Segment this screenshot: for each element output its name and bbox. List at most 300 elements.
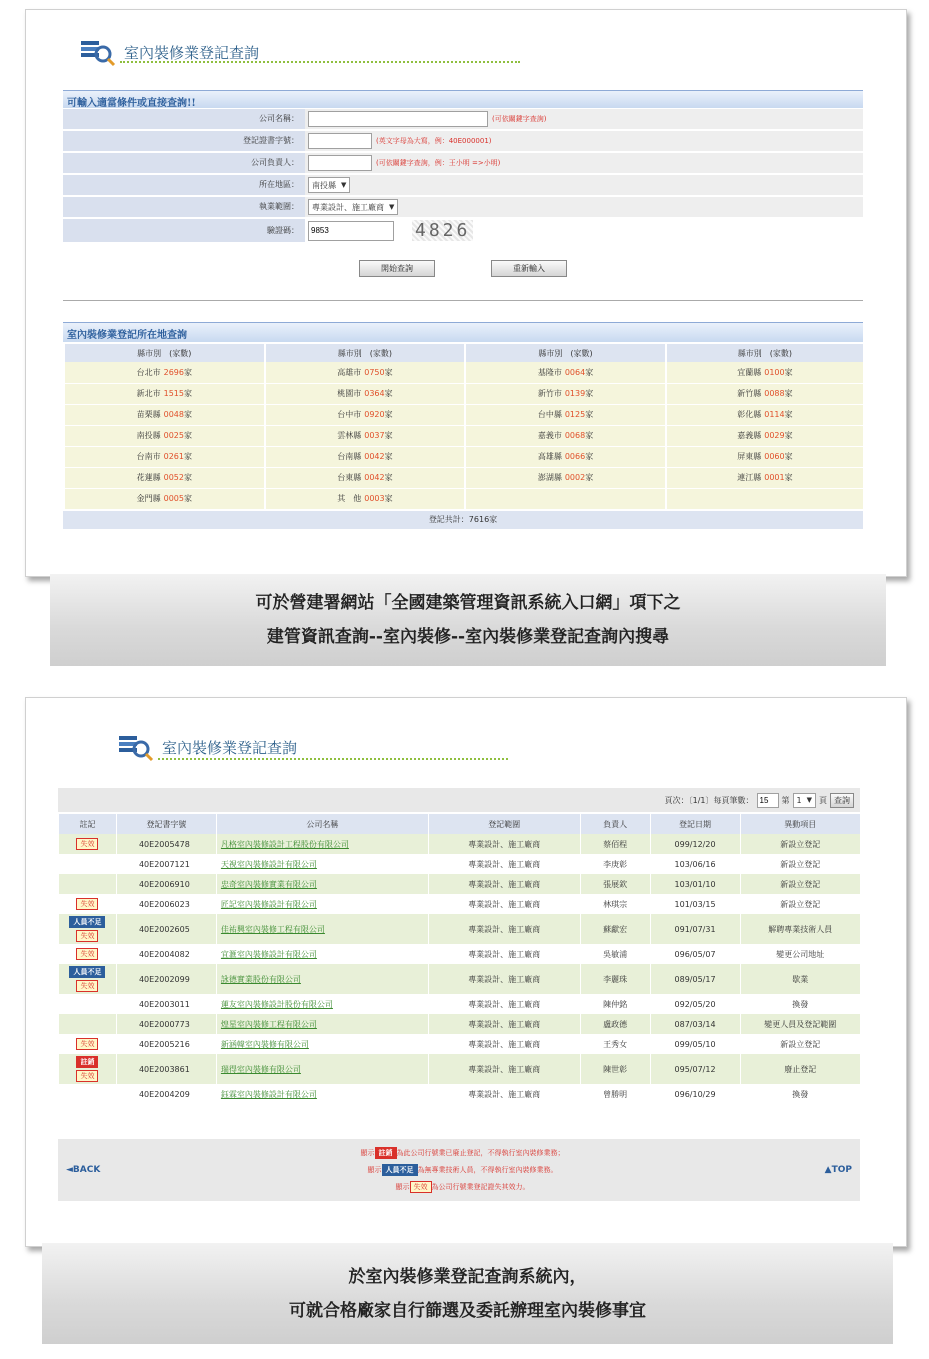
scope-cell: 專業設計、施工廠商 (428, 1054, 580, 1084)
city-count: 0001 (764, 473, 785, 482)
company-link[interactable]: 宜滙室內裝修設計有限公司 (220, 949, 317, 959)
caption-2 (42, 1243, 893, 1344)
company-name-cell (216, 944, 428, 964)
column-header: 負責人 (580, 814, 650, 834)
reg-number-cell: 40E2004082 (116, 944, 216, 964)
captcha-input[interactable] (308, 221, 394, 241)
status-badge: 失效 (76, 930, 98, 942)
reg-number-row (63, 131, 863, 152)
dereg-badge: 註銷 (375, 1147, 397, 1159)
city-name[interactable]: 台中縣 (537, 410, 562, 419)
location-cell (64, 488, 265, 509)
location-cell (666, 446, 863, 467)
reg-number-cell: 40E2002099 (116, 964, 216, 994)
owner-label: 公司負責人： (63, 153, 305, 173)
city-count: 0068 (564, 431, 586, 440)
date-cell: 101/03/15 (650, 894, 740, 914)
city-count: 0064 (564, 367, 586, 377)
date-cell: 089/05/17 (650, 964, 740, 994)
count-unit: 家 (784, 452, 793, 461)
reg-number-cell: 40E2002605 (116, 914, 216, 944)
search-button[interactable]: 開始查詢 (359, 260, 435, 277)
page-select[interactable] (793, 793, 816, 808)
status-badge: 註銷 (76, 1056, 98, 1068)
table-row (59, 944, 861, 964)
location-cell (465, 362, 666, 383)
city-name[interactable]: 花蓮縣 (136, 473, 161, 482)
city-name[interactable]: 桃園市 (337, 389, 362, 398)
city-count: 0088 (764, 389, 785, 398)
table-row (59, 834, 861, 854)
count-unit: 家 (183, 494, 192, 503)
scope-select[interactable] (308, 199, 398, 215)
table-row (59, 854, 861, 874)
location-cell (64, 404, 265, 425)
count-unit: 家 (784, 431, 793, 440)
company-link[interactable]: 凡格室內裝修設計工程股份有限公司 (220, 839, 349, 849)
count-unit: 家 (784, 367, 793, 377)
city-count: 0052 (163, 473, 184, 482)
location-cell (666, 467, 863, 488)
city-name[interactable]: 金門縣 (136, 494, 161, 503)
scope-label: 執業範圍： (63, 197, 305, 217)
count-unit: 家 (585, 473, 594, 482)
scope-select-value: 專業設計、施工廠商 (312, 202, 384, 212)
location-cell (465, 425, 666, 446)
legend-prefix: 顯示 (367, 1165, 382, 1174)
scope-cell: 專業設計、施工廠商 (428, 944, 580, 964)
scope-cell: 專業設計、施工廠商 (428, 1034, 580, 1054)
column-header: 註記 (59, 814, 117, 834)
database-search-icon (116, 732, 156, 762)
title-underline (120, 61, 520, 63)
count-unit: 家 (183, 410, 192, 419)
caption-1-line-2: 建管資訊查詢--室內裝修--室內裝修業登記查詢內搜尋 (266, 627, 670, 647)
title-underline (158, 758, 508, 760)
reg-number-cell: 40E2005216 (116, 1034, 216, 1054)
results-table (58, 814, 860, 1104)
status-badge: 失效 (76, 948, 98, 960)
table-row (59, 914, 861, 944)
count-unit: 家 (784, 473, 793, 482)
col-header: 縣市別 (家數) (666, 344, 863, 362)
page-prefix: 第 (781, 795, 790, 805)
company-link[interactable]: 匠記室內裝修設計有限公司 (220, 899, 317, 909)
column-header: 公司名稱 (216, 814, 428, 834)
status-badge: 失效 (76, 980, 98, 992)
company-link[interactable]: 鈺霖室內裝修設計有限公司 (220, 1089, 317, 1099)
company-link[interactable]: 忠奇室內裝修實業有限公司 (220, 879, 317, 889)
page-size-input[interactable] (757, 793, 779, 808)
city-name[interactable]: 嘉義市 (537, 431, 562, 440)
city-name[interactable]: 新北市 (136, 389, 161, 398)
company-name-cell (216, 914, 428, 944)
owner-cell: 蔡佰程 (580, 834, 650, 854)
page-info: 頁次：〔1/1〕每頁筆數： (664, 795, 754, 805)
location-cell (465, 446, 666, 467)
note-cell (59, 1034, 117, 1054)
owner-row (63, 153, 863, 174)
page-select-value: 1 (796, 795, 802, 805)
search-page-screenshot (25, 9, 907, 577)
city-count: 0139 (564, 389, 586, 398)
location-cell (265, 383, 466, 404)
date-cell: 099/05/10 (650, 1034, 740, 1054)
table-row (59, 994, 861, 1014)
change-cell: 新設立登記 (740, 1034, 860, 1054)
note-cell (59, 994, 117, 1014)
city-count: 0920 (364, 410, 385, 419)
note-cell (59, 834, 117, 854)
date-cell: 087/03/14 (650, 1014, 740, 1034)
owner-cell: 盧政德 (580, 1014, 650, 1034)
city-name[interactable]: 台南市 (136, 452, 161, 461)
back-link[interactable]: ◄BACK (66, 1165, 101, 1175)
count-unit: 家 (784, 410, 793, 419)
owner-cell: 李麗珠 (580, 964, 650, 994)
city-name[interactable]: 基隆市 (537, 367, 562, 377)
date-cell: 092/05/20 (650, 994, 740, 1014)
owner-cell: 曾勝明 (580, 1084, 650, 1104)
city-count: 0048 (163, 410, 184, 419)
column-header: 登記書字號 (116, 814, 216, 834)
city-count: 0002 (564, 473, 586, 482)
city-name[interactable]: 台南縣 (337, 452, 362, 461)
count-unit: 家 (384, 431, 393, 440)
scope-cell: 專業設計、施工廠商 (428, 854, 580, 874)
legend-loss-text: 為公司行號業登記證失其效力。 (431, 1182, 530, 1191)
company-name-label: 公司名稱： (63, 109, 305, 129)
owner-cell: 陳世彰 (580, 1054, 650, 1084)
company-link[interactable]: 瑞得室內裝修有限公司 (220, 1064, 301, 1074)
location-cell (265, 362, 466, 383)
city-count: 0037 (364, 431, 385, 440)
top-link[interactable]: ▲TOP (824, 1165, 852, 1175)
location-cell (265, 446, 466, 467)
location-cell (64, 383, 265, 404)
location-row (64, 404, 863, 425)
owner-cell: 蘇獻宏 (580, 914, 650, 944)
database-search-icon (78, 37, 118, 67)
company-link[interactable]: 煌星室內裝修工程有限公司 (220, 1019, 317, 1029)
reg-number-label: 登記證書字號： (63, 131, 305, 151)
company-name-cell (216, 994, 428, 1014)
reset-button[interactable]: 重新輸入 (491, 260, 567, 277)
results-footer (58, 1139, 860, 1201)
city-name[interactable]: 苗栗縣 (136, 410, 161, 419)
city-name[interactable]: 其 他 (337, 494, 362, 503)
change-cell: 廢止登記 (740, 1054, 860, 1084)
location-cell (265, 425, 466, 446)
legend-dereg-text: 為此公司行號業已廢止登記，不得執行室內裝修業務； (396, 1148, 565, 1157)
reg-number-cell: 40E2006910 (116, 874, 216, 894)
date-cell: 091/07/31 (650, 914, 740, 944)
region-select[interactable] (308, 177, 350, 193)
city-name[interactable]: 台東縣 (337, 473, 362, 482)
status-badge: 失效 (76, 1038, 98, 1050)
city-name[interactable]: 台中市 (337, 410, 362, 419)
location-cell (465, 383, 666, 404)
location-cell (64, 446, 265, 467)
count-unit: 家 (183, 431, 192, 440)
location-table (63, 344, 863, 510)
location-row (64, 383, 863, 404)
owner-input[interactable] (308, 155, 372, 171)
city-name[interactable]: 南投縣 (136, 431, 161, 440)
city-count: 0364 (364, 389, 385, 398)
city-name[interactable]: 彰化縣 (737, 410, 762, 419)
owner-cell: 陳仲銘 (580, 994, 650, 1014)
legend-dereg (361, 1145, 565, 1162)
date-cell: 095/07/12 (650, 1054, 740, 1084)
legend-staff-text: 為無專業技術人員，不得執行室內裝修業務。 (417, 1165, 558, 1174)
pager (58, 788, 860, 812)
count-unit: 家 (183, 367, 192, 377)
city-name[interactable]: 澎湖縣 (537, 473, 562, 482)
location-section-heading: 室內裝修業登記所在地查詢 (63, 322, 863, 342)
city-count: 2696 (163, 367, 184, 377)
chevron-down-icon: ▼ (806, 796, 812, 804)
reg-number-cell: 40E2003011 (116, 994, 216, 1014)
city-count: 0125 (564, 410, 586, 419)
caption-1 (50, 574, 886, 666)
company-name-hint: (可依關鍵字查詢) (492, 115, 547, 123)
column-header: 登記日期 (650, 814, 740, 834)
table-row (59, 874, 861, 894)
table-row (59, 1054, 861, 1084)
legend-staff (368, 1162, 558, 1179)
column-header: 登記範圍 (428, 814, 580, 834)
reg-number-hint: (英文字母為大寫，例：40E000001) (376, 137, 492, 145)
city-name[interactable]: 新竹市 (537, 389, 562, 398)
loss-badge: 失效 (410, 1181, 432, 1193)
page-title: 室內裝修業登記查詢 (162, 738, 298, 757)
location-cell (666, 488, 863, 509)
captcha-image: 4826 (412, 220, 473, 241)
company-link[interactable]: 蓮友室內裝修設計股份有限公司 (220, 999, 333, 1009)
location-cell (64, 362, 265, 383)
table-row (59, 1014, 861, 1034)
note-cell (59, 854, 117, 874)
scope-cell: 專業設計、施工廠商 (428, 834, 580, 854)
location-cell (64, 467, 265, 488)
count-unit: 家 (384, 494, 393, 503)
legend-loss (396, 1179, 530, 1196)
company-name-row (63, 109, 863, 130)
status-badge: 失效 (76, 1070, 98, 1082)
scope-row (63, 197, 863, 218)
reg-number-cell: 40E2005478 (116, 834, 216, 854)
reg-number-cell: 40E2006023 (116, 894, 216, 914)
owner-cell: 吳敏浦 (580, 944, 650, 964)
legend-prefix: 顯示 (360, 1148, 375, 1157)
note-cell (59, 1014, 117, 1034)
company-name-input[interactable] (308, 111, 488, 127)
region-label: 所在地區： (63, 175, 305, 195)
change-cell: 新設立登記 (740, 874, 860, 894)
owner-hint: (可依關鍵字查詢，例：王小明 =>小明) (376, 159, 501, 167)
count-unit: 家 (384, 389, 393, 398)
owner-cell: 李庚彰 (580, 854, 650, 874)
company-name-cell (216, 874, 428, 894)
reg-number-cell: 40E2007121 (116, 854, 216, 874)
count-unit: 家 (585, 410, 594, 419)
location-row (64, 362, 863, 383)
change-cell: 新設立登記 (740, 894, 860, 914)
scope-cell: 專業設計、施工廠商 (428, 1014, 580, 1034)
count-unit: 家 (585, 431, 594, 440)
table-row (59, 964, 861, 994)
company-link[interactable]: 新涵韓室內裝修有限公司 (220, 1039, 309, 1049)
company-link[interactable]: 佳祐興室內裝修工程有限公司 (220, 924, 325, 934)
date-cell: 103/06/16 (650, 854, 740, 874)
location-cell (666, 362, 863, 383)
city-name[interactable]: 高雄縣 (537, 452, 562, 461)
page-title: 室內裝修業登記查詢 (124, 43, 260, 62)
status-badge: 失效 (76, 898, 98, 910)
note-cell (59, 944, 117, 964)
company-name-cell (216, 1084, 428, 1104)
region-select-value: 南投縣 (312, 180, 336, 190)
company-name-cell (216, 834, 428, 854)
location-row (64, 488, 863, 509)
search-section-heading: 可輸入適當條件或直接查詢!! (63, 90, 863, 108)
city-count: 0029 (764, 431, 785, 440)
company-name-cell (216, 894, 428, 914)
status-badge: 人員不足 (69, 916, 105, 928)
date-cell: 103/01/10 (650, 874, 740, 894)
city-count: 0003 (364, 494, 385, 503)
city-count: 0066 (564, 452, 586, 461)
location-cell (265, 404, 466, 425)
city-name[interactable]: 屏東縣 (737, 452, 762, 461)
city-count: 0114 (764, 410, 785, 419)
change-cell: 解聘專業技術人員 (740, 914, 860, 944)
city-name[interactable]: 雲林縣 (337, 431, 362, 440)
date-cell: 096/05/07 (650, 944, 740, 964)
company-name-cell (216, 1054, 428, 1084)
note-cell (59, 874, 117, 894)
count-unit: 家 (183, 389, 192, 398)
table-row (59, 894, 861, 914)
count-unit: 家 (585, 452, 594, 461)
badge-legend (361, 1145, 565, 1196)
count-unit: 家 (585, 367, 594, 377)
city-name[interactable]: 新竹縣 (737, 389, 762, 398)
location-row (64, 446, 863, 467)
scope-cell: 專業設計、施工廠商 (428, 874, 580, 894)
city-count: 0042 (364, 452, 385, 461)
scope-cell: 專業設計、施工廠商 (428, 1084, 580, 1104)
change-cell: 變更公司地址 (740, 944, 860, 964)
column-header: 異動項目 (740, 814, 860, 834)
caption-2-line-1: 於室內裝修業登記查詢系統內， (348, 1266, 587, 1287)
location-cell (265, 488, 466, 509)
table-row (59, 1084, 861, 1104)
reg-number-input[interactable] (308, 133, 372, 149)
chevron-down-icon: ▼ (341, 181, 347, 189)
registration-total: 登記共計：7616家 (63, 511, 863, 529)
note-cell (59, 964, 117, 994)
city-count: 0100 (764, 367, 785, 377)
location-cell (465, 404, 666, 425)
city-count: 0261 (163, 452, 184, 461)
city-count: 0750 (364, 367, 385, 377)
note-cell (59, 1054, 117, 1084)
company-name-cell (216, 964, 428, 994)
scope-cell: 專業設計、施工廠商 (428, 894, 580, 914)
company-link[interactable]: 天視室內裝修設計有限公司 (220, 859, 317, 869)
count-unit: 家 (183, 452, 192, 461)
legend-prefix: 顯示 (395, 1182, 410, 1191)
count-unit: 家 (384, 367, 393, 377)
company-link[interactable]: 詠德實業股份有限公司 (220, 974, 301, 984)
location-cell (666, 404, 863, 425)
count-unit: 家 (384, 452, 393, 461)
owner-cell: 王秀女 (580, 1034, 650, 1054)
query-button[interactable]: 查詢 (830, 793, 854, 808)
table-row (59, 1034, 861, 1054)
count-unit: 家 (384, 410, 393, 419)
status-badge: 失效 (76, 838, 98, 850)
city-name[interactable]: 宜蘭縣 (737, 367, 762, 377)
location-cell (666, 425, 863, 446)
change-cell: 換發 (740, 994, 860, 1014)
col-header: 縣市別 (家數) (465, 344, 666, 362)
reg-number-cell: 40E2004209 (116, 1084, 216, 1104)
region-row (63, 175, 863, 196)
location-cell (64, 425, 265, 446)
city-name[interactable]: 台北市 (136, 367, 161, 377)
city-count: 0025 (163, 431, 184, 440)
count-unit: 家 (784, 389, 793, 398)
change-cell: 新設立登記 (740, 834, 860, 854)
reg-number-cell: 40E2003861 (116, 1054, 216, 1084)
count-unit: 家 (183, 473, 192, 482)
location-cell (465, 488, 666, 509)
company-name-cell (216, 1034, 428, 1054)
count-unit: 家 (585, 389, 594, 398)
owner-cell: 張展欽 (580, 874, 650, 894)
reg-number-cell: 40E2000773 (116, 1014, 216, 1034)
city-count: 0005 (163, 494, 184, 503)
scope-cell: 專業設計、施工廠商 (428, 964, 580, 994)
chevron-down-icon: ▼ (389, 203, 395, 211)
col-header: 縣市別 (家數) (265, 344, 466, 362)
scope-cell: 專業設計、施工廠商 (428, 994, 580, 1014)
location-row (64, 467, 863, 488)
divider (63, 300, 863, 301)
location-row (64, 425, 863, 446)
captcha-label: 驗證碼： (63, 219, 305, 242)
change-cell: 換發 (740, 1084, 860, 1104)
date-cell: 096/10/29 (650, 1084, 740, 1104)
change-cell: 新設立登記 (740, 854, 860, 874)
captcha-row (63, 219, 863, 243)
location-cell (265, 467, 466, 488)
count-unit: 家 (384, 473, 393, 482)
scope-cell: 專業設計、施工廠商 (428, 914, 580, 944)
change-cell: 歇業 (740, 964, 860, 994)
city-name[interactable]: 嘉義縣 (737, 431, 762, 440)
city-name[interactable]: 連江縣 (737, 473, 762, 482)
staff-badge: 人員不足 (382, 1164, 418, 1176)
caption-1-line-1: 可於營建署網站「全國建築管理資訊系統入口網」項下之 (255, 593, 681, 613)
city-name[interactable]: 高雄市 (337, 367, 362, 377)
note-cell (59, 894, 117, 914)
caption-2-line-2: 可就合格廠家自行篩選及委託辦理室內裝修事宜 (289, 1300, 646, 1321)
city-count: 0060 (764, 452, 785, 461)
